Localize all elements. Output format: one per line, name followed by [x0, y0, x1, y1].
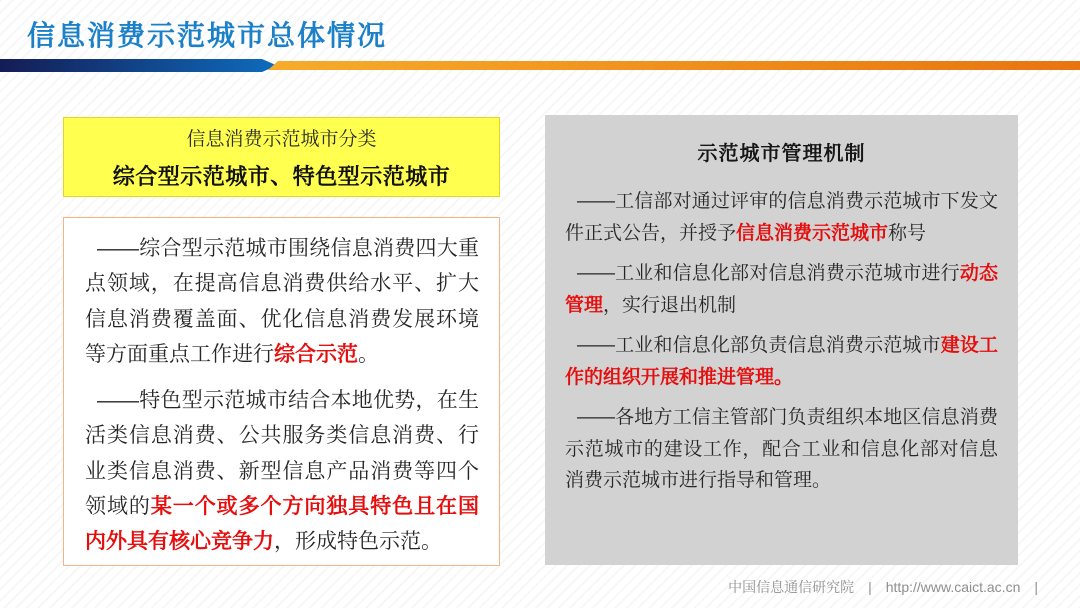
- footer-separator: |: [868, 579, 872, 595]
- comprehensive-city-paragraph: ——综合型示范城市围绕信息消费四大重点领域，在提高信息消费供给水平、扩大信息消费覆盖面、优化信息消费发展环境等方面重点工作进行综合示范。: [85, 237, 479, 366]
- management-paragraph-local: ——各地方工信主管部门负责组织本地区信息消费示范城市的建设工作，配合工业和信息化部对信息消费示范城市进行指导和管理。: [565, 407, 998, 492]
- management-paragraph-construction: ——工业和信息化部负责信息消费示范城市建设工作的组织开展和推进管理。: [565, 335, 998, 388]
- management-title: 示范城市管理机制: [697, 143, 866, 165]
- footer-separator: |: [1034, 579, 1038, 595]
- management-paragraph-announcement: ——工信部对通过评审的信息消费示范城市下发文件正式公告，并授予信息消费示范城市称号: [565, 191, 998, 244]
- footer-url: http://www.caict.ac.cn: [885, 579, 1021, 595]
- classification-detail-box: [63, 217, 500, 566]
- footer-org: 中国信息通信研究院: [728, 579, 855, 595]
- divider-orange-segment: [268, 61, 1080, 70]
- classification-title: 信息消费示范城市分类: [186, 128, 377, 150]
- management-box: [545, 115, 1018, 565]
- classification-box: [63, 117, 500, 197]
- management-paragraph-dynamic: ——工业和信息化部对信息消费示范城市进行动态管理，实行退出机制: [565, 263, 998, 316]
- characteristic-city-paragraph: ——特色型示范城市结合本地优势，在生活类信息消费、公共服务类信息消费、行业类信息消费、新型信息产品消费等四个领域的某一个或多个方向独具特色且在国内外具有核心竞争力，形成特色示范。: [85, 389, 480, 554]
- page-title: 信息消费示范城市总体情况: [27, 20, 388, 51]
- footer: [728, 577, 1052, 597]
- classification-subtitle: 综合型示范城市、特色型示范城市: [112, 163, 451, 189]
- title-divider: [0, 59, 1080, 72]
- divider-blue-segment: [0, 59, 277, 72]
